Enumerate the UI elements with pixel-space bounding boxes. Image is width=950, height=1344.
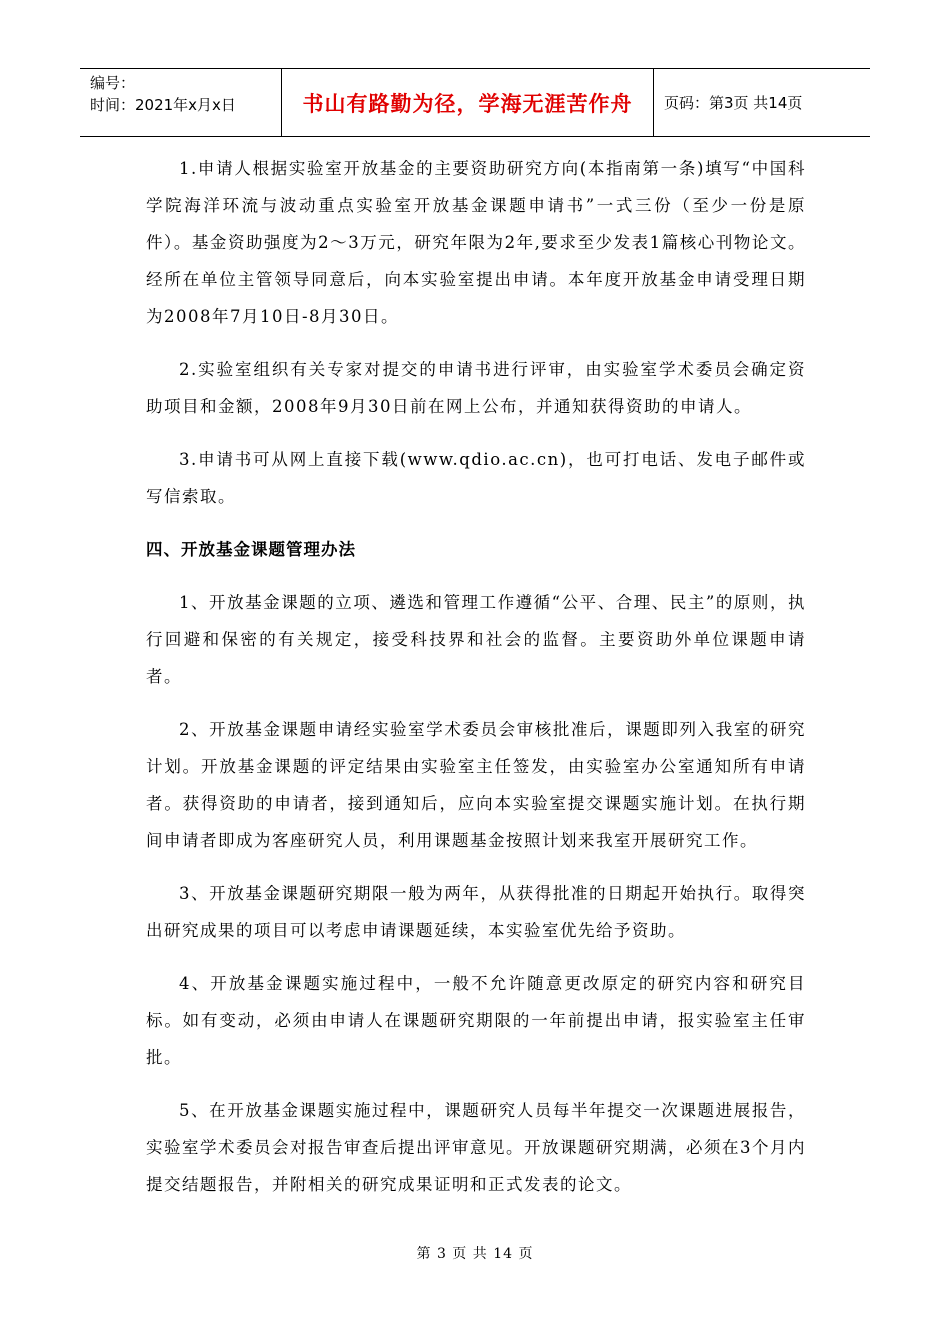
paragraph-application-2: 2.实验室组织有关专家对提交的申请书进行评审，由实验室学术委员会确定资助项目和金额，2008年9月30日前在网上公布，并通知获得资助的申请人。 — [146, 360, 806, 416]
paragraph-management-3: 3、开放基金课题研究期限一般为两年，从获得批准的日期起开始执行。取得突出研究成果的项目可以考虑申请课题延续，本实验室优先给予资助。 — [146, 884, 806, 940]
header-meta — [80, 69, 282, 136]
header-page-number: 页码：第3页 共14页 — [664, 94, 803, 112]
page-header — [80, 68, 870, 137]
page-footer: 第 3 页 共 14 页 — [416, 1246, 534, 1262]
paragraph-management-5: 5、在开放基金课题实施过程中，课题研究人员每半年提交一次课题进展报告，实验室学术委员会对报告审查后提出评审意见。开放课题研究期满，必须在3个月内提交结题报告，并附相关的研究成果证明和正式发表的论文。 — [146, 1101, 806, 1194]
document-body — [146, 150, 806, 1219]
document-number: 编号： — [90, 74, 136, 92]
paragraph-management-2: 2、开放基金课题申请经实验室学术委员会审核批准后，课题即列入我室的研究计划。开放基金课题的评定结果由实验室主任签发，由实验室办公室通知所有申请者。获得资助的申请者，接到通知后，应向本实验室提交课题实施计划。在执行期间申请者即成为客座研究人员，利用课题基金按照计划来我室开展研究工作。 — [146, 720, 806, 850]
paragraph-application-1: 1.申请人根据实验室开放基金的主要资助研究方向(本指南第一条)填写“中国科学院海洋环流与波动重点实验室开放基金课题申请书”一式三份（至少一份是原件）。基金资助强度为2～3万元，研究年限为2年,要求至少发表1篇核心刊物论文。经所在单位主管领导同意后，向本实验室提出申请。本年度开放基金申请受理日期为2008年7月10日-8月30日。 — [146, 159, 806, 326]
section-heading: 四、开放基金课题管理办法 — [146, 540, 356, 559]
paragraph-application-3: 3.申请书可从网上直接下载(www.qdio.ac.cn)，也可打电话、发电子邮件或写信索取。 — [146, 450, 806, 506]
header-motto: 书山有路勤为径，学海无涯苦作舟 — [282, 69, 654, 136]
paragraph-management-1: 1、开放基金课题的立项、遴选和管理工作遵循“公平、合理、民主”的原则，执行回避和保密的有关规定，接受科技界和社会的监督。主要资助外单位课题申请者。 — [146, 593, 806, 686]
paragraph-management-4: 4、开放基金课题实施过程中，一般不允许随意更改原定的研究内容和研究目标。如有变动，必须由申请人在课题研究期限的一年前提出申请，报实验室主任审批。 — [146, 974, 806, 1067]
document-date: 时间：2021年x月x日 — [90, 96, 236, 114]
